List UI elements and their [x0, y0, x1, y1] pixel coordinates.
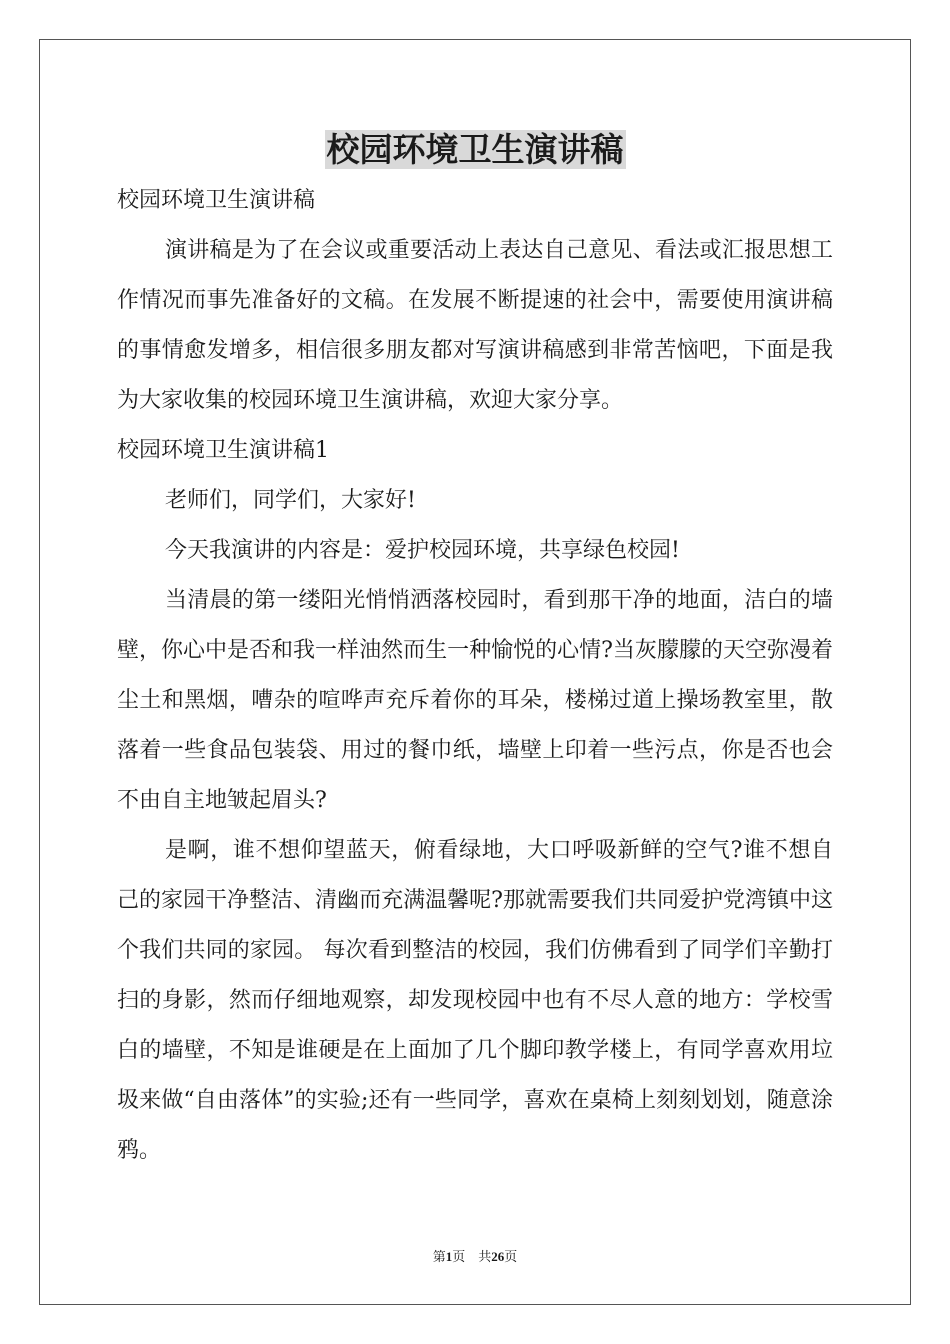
paragraph-body-2: 是啊，谁不想仰望蓝天，俯看绿地，大口呼吸新鲜的空气?谁不想自己的家园干净整洁、清幽而充满温馨呢?那就需要我们共同爱护党湾镇中这个我们共同的家园。 每次看到整洁的校园，我们仿佛看到了同学们辛勤打扫的身影，然而仔细地观察，却发现校园中也有不尽人意的地方：学校雪白的墙壁，不知是谁硬是在上面加了几个脚印教学楼上，有同学喜欢用垃圾来做“自由落体”的实验;还有一些同学，喜欢在桌椅上刻刻划划，随意涂鸦。 [117, 838, 833, 1163]
paragraph-intro: 演讲稿是为了在会议或重要活动上表达自己意见、看法或汇报思想工作情况而事先准备好的文稿。在发展不断提速的社会中，需要使用演讲稿的事情愈发增多，相信很多朋友都对写演讲稿感到非常苦恼吧，下面是我为大家收集的校园环境卫生演讲稿，欢迎大家分享。 [117, 238, 833, 413]
document-title-text: 校园环境卫生演讲稿 [326, 130, 624, 169]
document-title [0, 128, 950, 172]
paragraph-greeting: 老师们，同学们，大家好! [165, 488, 416, 513]
footer-page-total: 26 [491, 1249, 505, 1264]
document-body [117, 176, 833, 1176]
paragraph-body-1: 当清晨的第一缕阳光悄悄洒落校园时，看到那干净的地面，洁白的墙壁，你心中是否和我一样油然而生一种愉悦的心情?当灰朦朦的天空弥漫着尘土和黑烟，嘈杂的喧哗声充斥着你的耳朵，楼梯过道上操场教室里，散落着一些食品包装袋、用过的餐巾纸，墙壁上印着一些污点，你是否也会不由自主地皱起眉头? [117, 588, 833, 813]
paragraph-topic: 今天我演讲的内容是：爱护校园环境，共享绿色校园! [165, 538, 680, 563]
page-footer [0, 1248, 950, 1266]
paragraph-subtitle: 校园环境卫生演讲稿 [117, 188, 316, 213]
footer-page-current: 1 [445, 1249, 453, 1264]
paragraph-section-heading: 校园环境卫生演讲稿1 [117, 438, 329, 463]
footer-total-suffix: 页 [504, 1249, 518, 1264]
footer-page-suffix: 页 [452, 1249, 466, 1264]
footer-page-prefix: 第 [432, 1249, 446, 1264]
footer-total-prefix: 共 [478, 1249, 492, 1264]
